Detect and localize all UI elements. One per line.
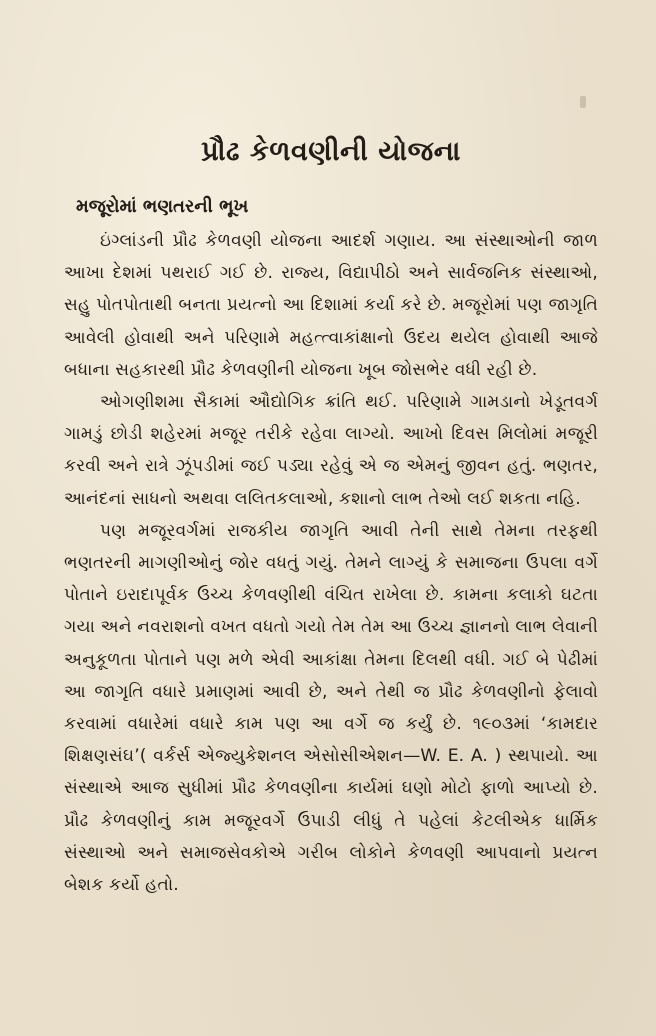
paragraph-3: પણ મજૂરવર્ગમાં રાજકીય જાગૃતિ આવી તેની સાથે તેમના તરફથી ભણતરની માગણીઓનું જોર વધતું ગયું. તેમને લાગ્યું કે સમાજના ઉપલા વર્ગે પોતાને ઇરાદાપૂર્વક ઉચ્ચ કેળવણીથી વંચિત રાખેલા છે. કામના કલાકો ઘટતા ગયા અને નવરાશનો વખત વધતો ગયો તેમ તેમ આ ઉચ્ચ જ્ઞાનનો લાભ લેવાની અનુકૂળતા પોતાને પણ મળે એવી આકાંક્ષા તેમના દિલથી વધી. ગઈ બે પેઢીમાં આ જાગૃતિ વધારે પ્રમાણમાં આવી છે, અને તેથી જ પ્રૌઢ કેળવણીનો ફેલાવો કરવામાં વધારેમાં વધારે કામ પણ આ વર્ગે જ કર્યું છે. ૧૯૦૩માં ‘કામદાર શિક્ષણસંઘ’( વર્કર્સ એજ્યુકેશનલ એસોસીએશન—W. E. A. ) સ્થપાયો. આ સંસ્થાએ આજ સુધીમાં પ્રૌઢ કેળવણીના કાર્યમાં ઘણો મોટો ફાળો આપ્યો છે. પ્રૌઢ કેળવણીનું કામ મજૂરવર્ગે ઉપાડી લીધું તે પહેલાં કેટલીએક ધાર્મિક સંસ્થાઓ અને સમાજસેવકોએ ગરીબ લોકોને કેળવણી આપવાનો પ્રયત્ન બેશક કર્યો હતો.	[64, 520, 598, 896]
paper-mark	[580, 96, 586, 108]
paragraph-1: ઇંગ્લાંડની પ્રૌઢ કેળવણી યોજના આદર્શ ગણાય. આ સંસ્થાઓની જાળ આખા દેશમાં પથરાઈ ગઈ છે. રાજ્ય, વિદ્યાપીઠો અને સાર્વજનિક સંસ્થાઓ, સહુ પોતપોતાથી બનતા પ્રયત્નો આ દિશામાં કર્યા કરે છે. મજૂરોમાં પણ જાગૃતિ આવેલી હોવાથી અને પરિણામે મહત્ત્વાકાંક્ષાનો ઉદય થયેલ હોવાથી આજે બધાના સહકારથી પ્રૌઢ કેળવણીની યોજના ખૂબ જોસભેર વધી રહી છે.	[64, 231, 598, 380]
paragraph-2: ઓગણીશમા સૈકામાં ઔદ્યોગિક ક્રાંતિ થઈ. પરિણામે ગામડાનો ખેડૂતવર્ગ ગામડું છોડી શહેરમાં મજૂર તરીકે રહેવા લાગ્યો. આખો દિવસ મિલોમાં મજૂરી કરવી અને રાત્રે ઝૂંપડીમાં જઈ પડ્યા રહેવું એ જ એમનું જીવન હતું. ભણતર, આનંદનાં સાધનો અથવા લલિતકલાઓ, કશાનો લાભ તેઓ લઈ શકતા નહિ.	[64, 392, 598, 509]
page-title: પ્રૌઢ કેળવણીની યોજના	[201, 136, 461, 167]
section-heading: મજૂરોમાં ભણતરની ભૂખ	[76, 196, 249, 217]
